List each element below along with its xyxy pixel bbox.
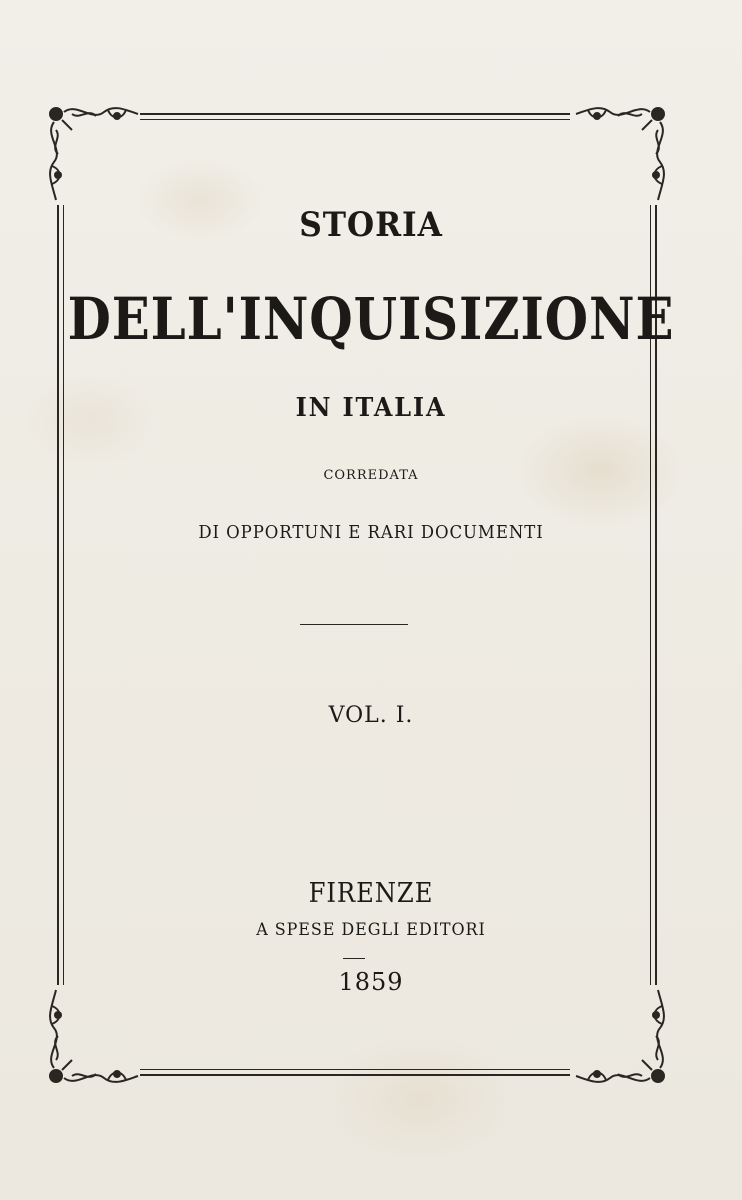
frame-top-rule	[140, 113, 570, 115]
frame-top-rule-inner	[140, 119, 570, 120]
imprint-city: FIRENZE	[308, 878, 434, 909]
imprint-year: 1859	[338, 968, 404, 996]
volume-label: VOL. I.	[328, 703, 414, 728]
corner-ornament-bottom-right-icon	[572, 980, 672, 1090]
corner-ornament-top-right-icon	[572, 100, 672, 210]
divider-rule	[300, 624, 408, 625]
imprint-short-rule	[343, 958, 365, 959]
title-note-corredata: CORREDATA	[323, 468, 419, 483]
corner-ornament-top-left-icon	[42, 100, 142, 210]
title-line-storia: STORIA	[299, 205, 443, 245]
frame-bottom-rule	[140, 1074, 570, 1076]
title-note-documents: DI OPPORTUNI E RARI DOCUMENTI	[198, 522, 544, 543]
title-subtitle: IN ITALIA	[295, 393, 447, 423]
imprint-publisher: A SPESE DEGLI EDITORI	[256, 920, 486, 940]
title-main: DELL'INQUISIZIONE	[67, 285, 675, 353]
corner-ornament-bottom-left-icon	[42, 980, 142, 1090]
frame-bottom-rule-inner	[140, 1069, 570, 1070]
